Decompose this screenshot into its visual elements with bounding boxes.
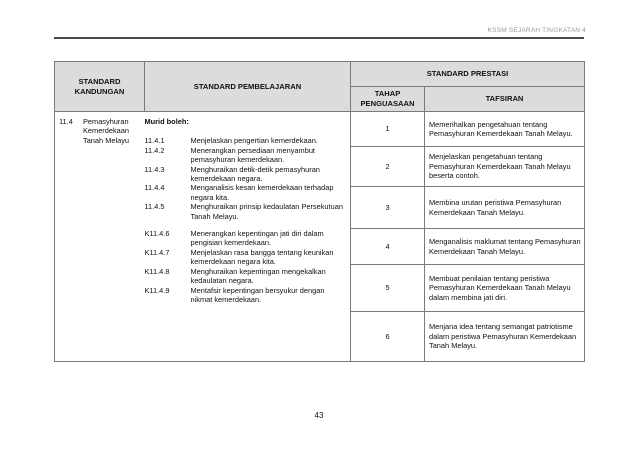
learning-item-text: Menerangkan kepentingan jati diri dalam pengisian kemerdekaan.	[190, 229, 324, 248]
learning-item-text: Menghuraikan kepentingan mengekalkan kedaulatan negara.	[190, 266, 326, 286]
learning-item	[145, 267, 349, 286]
learning-item-text: Menganalisis kesan kemerdekaan terhadap negara kita.	[190, 183, 334, 202]
learning-item-text: Menerangkan persediaan menyambut pemasyhuran kemerdekaan.	[190, 145, 315, 165]
tafsiran-cell: Menjelaskan pengetahuan tentang Pemasyhuran Kemerdekaan Tanah Melayu beserta contoh.	[425, 147, 585, 187]
page-number: 43	[314, 411, 324, 420]
learning-item-text: Mentafsir kepentingan bersyukur dengan nikmat kemerdekaan.	[190, 285, 325, 304]
header-standard-pembelajaran: STANDARD PEMBELAJARAN	[145, 62, 351, 112]
learning-item-code: 11.4.3	[144, 164, 165, 174]
standard-kandungan-cell	[55, 112, 145, 362]
learning-item-text: Menjelaskan pengertian kemerdekaan.	[190, 136, 318, 146]
learning-item-code: K11.4.9	[144, 285, 170, 295]
learning-item	[145, 136, 349, 145]
header-standard-prestasi: STANDARD PRESTASI	[351, 62, 585, 87]
header-standard-kandungan: STANDARD KANDUNGAN	[55, 62, 145, 112]
tahap-cell: 3	[351, 187, 425, 229]
tahap-cell: 2	[351, 147, 425, 187]
header-tafsiran: TAFSIRAN	[425, 87, 585, 112]
tahap-cell: 1	[351, 112, 425, 147]
header-rule	[54, 37, 584, 39]
standards-table	[54, 61, 585, 362]
kandungan-number: 11.4	[59, 117, 73, 126]
running-header: KSSM SEJARAH TINGKATAN 4	[487, 27, 586, 34]
learning-item-code: K11.4.8	[144, 266, 170, 276]
kandungan-title: Pemasyhuran Kemerdekaan Tanah Melayu	[83, 117, 130, 145]
tahap-cell: 4	[351, 229, 425, 265]
tafsiran-cell: Memerihalkan pengetahuan tentang Pemasyhuran Kemerdekaan Tanah Melayu.	[425, 112, 585, 147]
tahap-cell: 5	[351, 265, 425, 312]
learning-item	[145, 248, 349, 267]
learning-item-code: 11.4.2	[144, 145, 165, 155]
learning-item-code: 11.4.1	[144, 136, 165, 146]
learning-item	[145, 202, 349, 221]
tafsiran-cell: Membina urutan peristiwa Pemasyhuran Kemerdekaan Tanah Melayu.	[425, 187, 585, 229]
learning-item	[145, 183, 349, 202]
learning-item-code: K11.4.6	[144, 229, 170, 239]
header-tahap-penguasaan: TAHAP PENGUASAAN	[351, 87, 425, 112]
learning-item-text: Menghuraikan prinsip kedaulatan Persekutuan Tanah Melayu.	[190, 202, 343, 221]
tafsiran-cell: Membuat penilaian tentang peristiwa Pemasyhuran Kemerdekaan Tanah Melayu dalam membina jati diri.	[425, 265, 585, 312]
learning-item-code: 11.4.4	[144, 183, 165, 193]
standard-pembelajaran-cell	[145, 112, 351, 362]
learning-item-code: 11.4.5	[144, 202, 165, 212]
learning-item-text: Menjelaskan rasa bangga tentang keunikan kemerdekaan negara kita.	[190, 247, 334, 267]
learning-item	[145, 165, 349, 184]
learning-item-text: Menghuraikan detik-detik pemasyhuran kemerdekaan negara.	[190, 164, 320, 184]
learning-item	[145, 286, 349, 305]
tahap-cell: 6	[351, 312, 425, 362]
learning-item	[145, 229, 349, 248]
tafsiran-cell: Menganalisis maklumat tentang Pemasyhuran Kemerdekaan Tanah Melayu.	[425, 229, 585, 265]
learning-item	[145, 146, 349, 165]
tafsiran-cell: Menjana idea tentang semangat patriotisme dalam peristiwa Pemasyhuran Kemerdekaan Tanah Melayu.	[425, 312, 585, 362]
murid-boleh-label: Murid boleh:	[144, 117, 189, 126]
learning-item-code: K11.4.7	[144, 247, 170, 257]
